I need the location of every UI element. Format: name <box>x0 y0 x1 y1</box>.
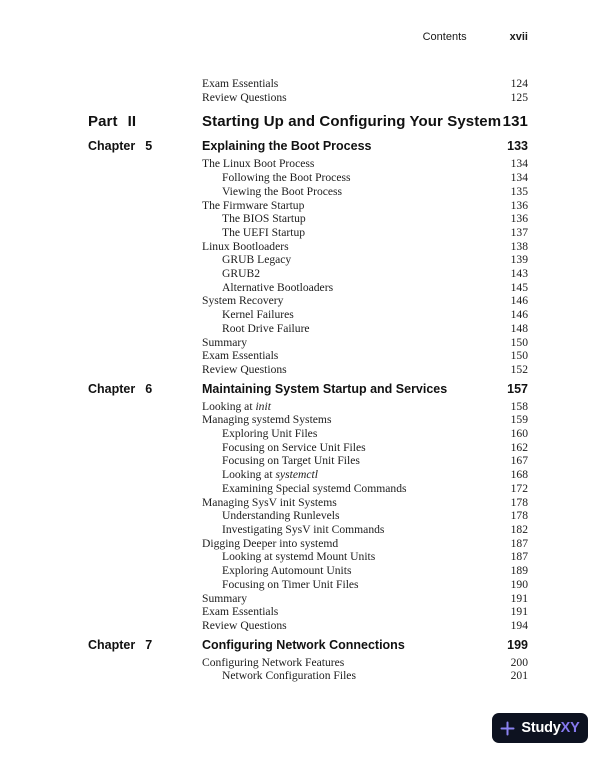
toc-entry <box>202 349 528 363</box>
toc-heading-kind: Chapter <box>88 381 136 396</box>
toc-entry-label: Looking at init <box>202 399 271 413</box>
toc-entry-page: 150 <box>510 335 528 349</box>
toc-heading-title: Maintaining System Startup and Services <box>202 381 448 396</box>
toc-entry-page: 137 <box>510 225 528 239</box>
toc-entry-label: Network Configuration Files <box>222 669 356 683</box>
toc-entry-page: 159 <box>510 413 528 427</box>
toc-entry-label: Summary <box>202 591 248 605</box>
toc-entry <box>202 267 528 281</box>
toc-entry-label: The BIOS Startup <box>222 212 306 226</box>
toc-entry-label: Configuring Network Features <box>202 655 345 669</box>
toc-list <box>88 77 528 683</box>
toc-entry-label: Viewing the Boot Process <box>222 184 343 198</box>
plus-icon <box>500 721 515 736</box>
toc-entry-label: Review Questions <box>202 362 287 376</box>
toc-entry-page: 200 <box>510 655 528 669</box>
toc-entry-page: 146 <box>510 294 528 308</box>
toc-entry <box>202 523 528 537</box>
toc-heading-kind: Part <box>88 113 118 131</box>
toc-entry <box>202 454 528 468</box>
toc-entry <box>202 669 528 683</box>
toc-entry-label: Focusing on Timer Unit Files <box>222 577 359 591</box>
toc-entry-label: Focusing on Target Unit Files <box>222 454 360 468</box>
toc-entry-label: GRUB2 <box>222 267 261 281</box>
toc-entry-page: 190 <box>510 577 528 591</box>
toc-heading-page: 131 <box>502 113 528 131</box>
toc-entry-label: Exploring Automount Units <box>222 564 352 578</box>
toc-entry-label: Review Questions <box>202 90 287 104</box>
toc-entry-label: The UEFI Startup <box>222 225 306 239</box>
toc-entry <box>202 605 528 619</box>
toc-entry <box>202 537 528 551</box>
toc-entry <box>202 550 528 564</box>
studyxy-logo <box>492 713 588 743</box>
toc-entry-page: 125 <box>510 90 528 104</box>
toc-entry <box>202 564 528 578</box>
toc-entry-label: Looking at systemd Mount Units <box>222 550 376 564</box>
toc-entry-page: 187 <box>510 550 528 564</box>
toc-entry <box>202 253 528 267</box>
toc-entry-page: 138 <box>510 239 528 253</box>
toc-entry <box>202 199 528 213</box>
toc-heading-page: 157 <box>507 381 528 396</box>
toc-heading-kind-block <box>88 138 202 154</box>
toc-entry <box>202 77 528 91</box>
toc-entry-label: GRUB Legacy <box>222 253 292 267</box>
toc-entry <box>202 212 528 226</box>
toc-heading-kind-block <box>88 112 202 131</box>
toc-entry-label: Exam Essentials <box>202 349 279 363</box>
toc-entry-page: 136 <box>510 212 528 226</box>
toc-entry <box>202 281 528 295</box>
toc-entry-page: 162 <box>510 440 528 454</box>
toc-chapter-heading <box>88 637 528 653</box>
toc-heading-number: 6 <box>145 381 153 396</box>
toc-entry-page: 134 <box>510 171 528 185</box>
toc-entry <box>202 157 528 171</box>
toc-entry <box>202 656 528 670</box>
toc-entry-italic-term: init <box>255 399 271 413</box>
toc-entry-page: 168 <box>510 468 528 482</box>
toc-entry <box>202 308 528 322</box>
toc-entry-label: Exploring Unit Files <box>222 427 318 441</box>
toc-entry <box>202 336 528 350</box>
toc-entry <box>202 294 528 308</box>
toc-entry-page: 182 <box>510 522 528 536</box>
toc-entry <box>202 240 528 254</box>
toc-entry-label: Following the Boot Process <box>222 171 351 185</box>
toc-entry-page: 139 <box>510 253 528 267</box>
toc-entry-label: Understanding Runlevels <box>222 509 340 523</box>
toc-entry-page: 189 <box>510 564 528 578</box>
toc-chapter-heading <box>88 381 528 397</box>
toc-entry-label: Focusing on Service Unit Files <box>222 440 366 454</box>
toc-entry-label: Exam Essentials <box>202 605 279 619</box>
toc-entry <box>202 482 528 496</box>
running-head-title: Contents <box>422 31 467 43</box>
toc-entry-label: Summary <box>202 335 248 349</box>
toc-entry-page: 135 <box>510 184 528 198</box>
toc-entry-page: 160 <box>510 427 528 441</box>
toc-entry-label: Managing systemd Systems <box>202 413 332 427</box>
toc-entry-page: 178 <box>510 509 528 523</box>
brand-primary-text: Study <box>521 720 561 736</box>
toc-entry-page: 191 <box>510 605 528 619</box>
toc-entry-page: 191 <box>510 591 528 605</box>
toc-entry-label: The Linux Boot Process <box>202 157 315 171</box>
toc-entry-label: Exam Essentials <box>202 77 279 90</box>
toc-heading-title: Explaining the Boot Process <box>202 139 372 154</box>
toc-heading-number: 7 <box>145 637 153 652</box>
toc-entry-label: System Recovery <box>202 294 284 308</box>
toc-entry-label: Managing SysV init Systems <box>202 495 337 509</box>
toc-part-heading <box>88 112 528 131</box>
toc-entry-page: 178 <box>510 495 528 509</box>
toc-heading-kind: Chapter <box>88 637 136 652</box>
toc-entry-page: 148 <box>510 321 528 335</box>
toc-entry <box>202 468 528 482</box>
toc-entry-label: Review Questions <box>202 618 287 632</box>
toc-entry <box>202 427 528 441</box>
toc-entry-page: 150 <box>510 349 528 363</box>
brand-accent-text: XY <box>560 720 580 736</box>
toc-entry <box>202 185 528 199</box>
page-header <box>423 31 528 43</box>
toc-entry-label: Looking at systemctl <box>222 468 318 482</box>
toc-entry-label: Linux Bootloaders <box>202 239 289 253</box>
toc-heading-title: Starting Up and Configuring Your System <box>202 113 502 131</box>
toc-entry <box>202 171 528 185</box>
toc-entry-page: 172 <box>510 481 528 495</box>
toc-entry-page: 134 <box>510 157 528 171</box>
toc-entry <box>202 363 528 377</box>
toc-entry-page: 136 <box>510 198 528 212</box>
toc-heading-kind: Chapter <box>88 139 136 154</box>
toc-heading-kind-block <box>88 637 202 653</box>
toc-entry <box>202 400 528 414</box>
toc-entry-label: Examining Special systemd Commands <box>222 481 407 495</box>
toc-entry <box>202 592 528 606</box>
toc-entry <box>202 441 528 455</box>
toc-entry-page: 187 <box>510 536 528 550</box>
page-number-folio: xvii <box>509 31 528 43</box>
toc-entry-page: 152 <box>510 362 528 376</box>
toc-entry-page: 146 <box>510 308 528 322</box>
toc-entry <box>202 578 528 592</box>
toc-heading-number: 5 <box>145 139 153 154</box>
toc-heading-kind-block <box>88 381 202 397</box>
toc-entry-page: 201 <box>510 669 528 683</box>
toc-entry-label: The Firmware Startup <box>202 198 305 212</box>
toc-heading-page: 199 <box>507 637 528 652</box>
toc-entry-label: Alternative Bootloaders <box>222 280 334 294</box>
toc-entry-page: 158 <box>510 399 528 413</box>
toc-entry-label: Digging Deeper into systemd <box>202 536 339 550</box>
toc-entry <box>202 509 528 523</box>
toc-entry <box>202 619 528 633</box>
toc-entry <box>202 413 528 427</box>
toc-entry-page: 145 <box>510 280 528 294</box>
toc-entry <box>202 226 528 240</box>
toc-entry-label: Investigating SysV init Commands <box>222 522 385 536</box>
toc-heading-number: II <box>127 113 137 131</box>
toc-entry-page: 124 <box>510 77 528 90</box>
toc-entry-page: 167 <box>510 454 528 468</box>
brand-wordmark <box>521 720 579 736</box>
toc-entry-italic-term: systemctl <box>275 468 318 482</box>
toc-entry <box>202 91 528 105</box>
toc-entry-page: 143 <box>510 267 528 281</box>
toc-entry-label: Kernel Failures <box>222 308 294 322</box>
toc-heading-title: Configuring Network Connections <box>202 637 405 652</box>
toc-entry-page: 194 <box>510 618 528 632</box>
toc-entry-label: Root Drive Failure <box>222 321 310 335</box>
toc-heading-page: 133 <box>507 139 528 154</box>
toc-entry <box>202 496 528 510</box>
toc-chapter-heading <box>88 138 528 154</box>
toc-entry <box>202 322 528 336</box>
